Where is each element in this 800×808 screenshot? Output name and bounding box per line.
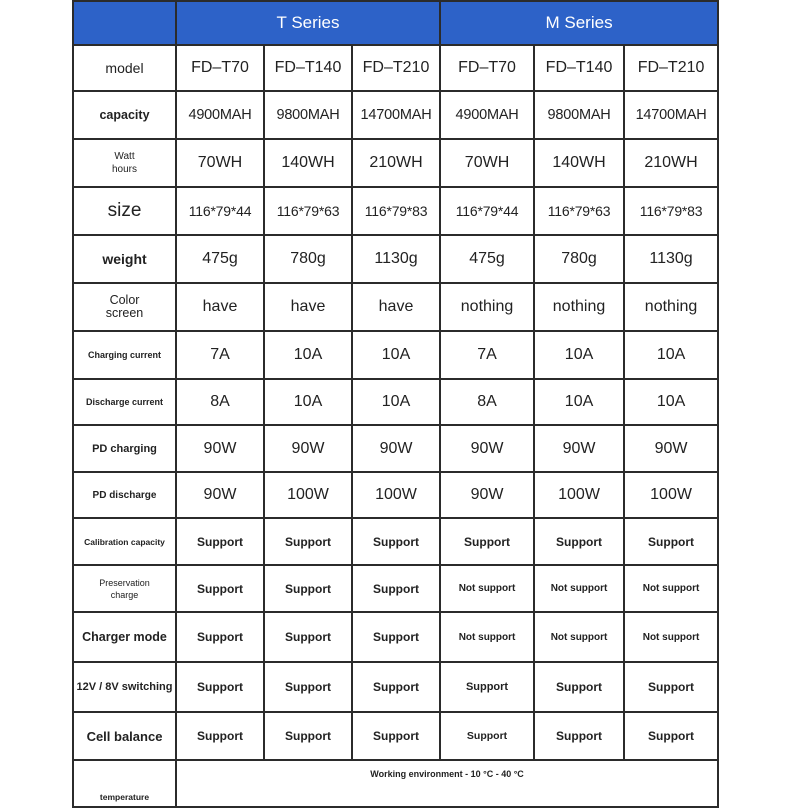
row-label-capacity: capacity: [73, 91, 176, 139]
value-cell: 90W: [176, 425, 264, 472]
row-label-line: Watt: [114, 151, 135, 162]
row-label-charger-mode: Charger mode: [73, 612, 176, 662]
value-cell: FD–T140: [534, 45, 624, 91]
value-cell: 116*79*44: [176, 187, 264, 235]
value-cell: 116*79*63: [264, 187, 352, 235]
value-cell: 4900MAH: [440, 91, 534, 139]
value-cell: 90W: [624, 425, 718, 472]
value-cell: 1130g: [352, 235, 440, 283]
value-cell: Support: [440, 518, 534, 565]
value-cell: Support: [264, 565, 352, 612]
row-label-line: screen: [105, 306, 144, 320]
row-label-calibration-capacity: Calibration capacity: [73, 518, 176, 565]
value-cell: 10A: [534, 379, 624, 425]
value-cell: Support: [264, 612, 352, 662]
value-cell: Support: [176, 565, 264, 612]
value-cell: 10A: [264, 379, 352, 425]
value-cell: 4900MAH: [176, 91, 264, 139]
value-cell: 10A: [352, 331, 440, 379]
row-size: [73, 187, 718, 235]
value-cell: Support: [440, 712, 534, 760]
value-cell: nothing: [440, 283, 534, 331]
value-cell: Support: [624, 518, 718, 565]
value-cell: 475g: [176, 235, 264, 283]
row-label-model: model: [73, 45, 176, 91]
row-label-color-screen: [73, 283, 176, 331]
value-cell: 100W: [624, 472, 718, 518]
value-cell: have: [264, 283, 352, 331]
row-watt-hours: [73, 139, 718, 187]
value-cell: 210WH: [352, 139, 440, 187]
row-label-weight: weight: [73, 235, 176, 283]
value-cell: 116*79*63: [534, 187, 624, 235]
value-cell: Support: [176, 518, 264, 565]
row-capacity: [73, 91, 718, 139]
value-cell: Support: [352, 565, 440, 612]
value-cell: have: [352, 283, 440, 331]
row-label-line: Preservation: [99, 577, 150, 588]
value-cell: Not support: [624, 565, 718, 612]
row-12v-8v-switching: [73, 662, 718, 712]
value-cell: 116*79*44: [440, 187, 534, 235]
value-cell: Support: [624, 712, 718, 760]
value-cell: 780g: [534, 235, 624, 283]
row-label-charging-current: Charging current: [73, 331, 176, 379]
value-cell: 8A: [440, 379, 534, 425]
value-cell: 100W: [352, 472, 440, 518]
row-label-pd-discharge: PD discharge: [73, 472, 176, 518]
value-cell: Support: [264, 662, 352, 712]
value-cell: Support: [624, 662, 718, 712]
value-cell: 8A: [176, 379, 264, 425]
row-discharge-current: [73, 379, 718, 425]
value-cell: 14700MAH: [352, 91, 440, 139]
value-cell: 10A: [624, 331, 718, 379]
value-cell: Not support: [624, 612, 718, 662]
value-cell: 90W: [440, 472, 534, 518]
temperature-value: Working environment - 10 °C - 40 °C: [176, 760, 718, 807]
value-cell: 90W: [534, 425, 624, 472]
value-cell: Support: [264, 712, 352, 760]
value-cell: 90W: [264, 425, 352, 472]
header-corner-cell: [73, 1, 176, 45]
value-cell: nothing: [534, 283, 624, 331]
value-cell: 90W: [176, 472, 264, 518]
row-preservation-charge: [73, 565, 718, 612]
value-cell: 140WH: [534, 139, 624, 187]
value-cell: Support: [352, 518, 440, 565]
row-label-temperature: temperature: [73, 760, 176, 807]
spec-table: [72, 0, 719, 808]
value-cell: 9800MAH: [534, 91, 624, 139]
value-cell: Support: [264, 518, 352, 565]
row-weight: [73, 235, 718, 283]
value-cell: 780g: [264, 235, 352, 283]
value-cell: 9800MAH: [264, 91, 352, 139]
value-cell: Support: [352, 612, 440, 662]
value-cell: 475g: [440, 235, 534, 283]
t-series-header: T Series: [176, 1, 440, 45]
value-cell: 1130g: [624, 235, 718, 283]
value-cell: 70WH: [176, 139, 264, 187]
row-model: [73, 45, 718, 91]
row-label-line: Color: [109, 293, 140, 307]
row-pd-charging: [73, 425, 718, 472]
value-cell: Support: [534, 712, 624, 760]
value-cell: Support: [534, 662, 624, 712]
value-cell: 10A: [264, 331, 352, 379]
value-cell: Support: [176, 612, 264, 662]
value-cell: Support: [352, 662, 440, 712]
value-cell: FD–T70: [440, 45, 534, 91]
value-cell: 14700MAH: [624, 91, 718, 139]
row-label-preservation-charge: [73, 565, 176, 612]
row-color-screen: [73, 283, 718, 331]
value-cell: 10A: [624, 379, 718, 425]
row-label-watt-hours: [73, 139, 176, 187]
row-charger-mode: [73, 612, 718, 662]
value-cell: 90W: [352, 425, 440, 472]
value-cell: Support: [176, 662, 264, 712]
value-cell: 7A: [176, 331, 264, 379]
row-label-discharge-current: Discharge current: [73, 379, 176, 425]
value-cell: 10A: [534, 331, 624, 379]
value-cell: nothing: [624, 283, 718, 331]
value-cell: 10A: [352, 379, 440, 425]
m-series-header: M Series: [440, 1, 718, 45]
value-cell: 7A: [440, 331, 534, 379]
row-label-line: hours: [111, 164, 137, 175]
row-calibration-capacity: [73, 518, 718, 565]
row-charging-current: [73, 331, 718, 379]
row-pd-discharge: [73, 472, 718, 518]
value-cell: FD–T210: [624, 45, 718, 91]
value-cell: Support: [534, 518, 624, 565]
value-cell: 100W: [534, 472, 624, 518]
row-label-size: size: [73, 187, 176, 235]
value-cell: Not support: [534, 612, 624, 662]
value-cell: 90W: [440, 425, 534, 472]
value-cell: 116*79*83: [624, 187, 718, 235]
series-header-row: [73, 1, 718, 45]
row-label-pd-charging: PD charging: [73, 425, 176, 472]
value-cell: Support: [176, 712, 264, 760]
value-cell: Not support: [440, 565, 534, 612]
value-cell: FD–T140: [264, 45, 352, 91]
value-cell: 70WH: [440, 139, 534, 187]
value-cell: FD–T70: [176, 45, 264, 91]
value-cell: Not support: [534, 565, 624, 612]
value-cell: have: [176, 283, 264, 331]
value-cell: 100W: [264, 472, 352, 518]
value-cell: Support: [352, 712, 440, 760]
row-label-cell-balance: Cell balance: [73, 712, 176, 760]
row-cell-balance: [73, 712, 718, 760]
row-label-switching: 12V / 8V switching: [73, 662, 176, 712]
value-cell: Not support: [440, 612, 534, 662]
value-cell: Support: [440, 662, 534, 712]
value-cell: 116*79*83: [352, 187, 440, 235]
value-cell: 210WH: [624, 139, 718, 187]
row-label-line: charge: [110, 589, 139, 600]
value-cell: 140WH: [264, 139, 352, 187]
value-cell: FD–T210: [352, 45, 440, 91]
